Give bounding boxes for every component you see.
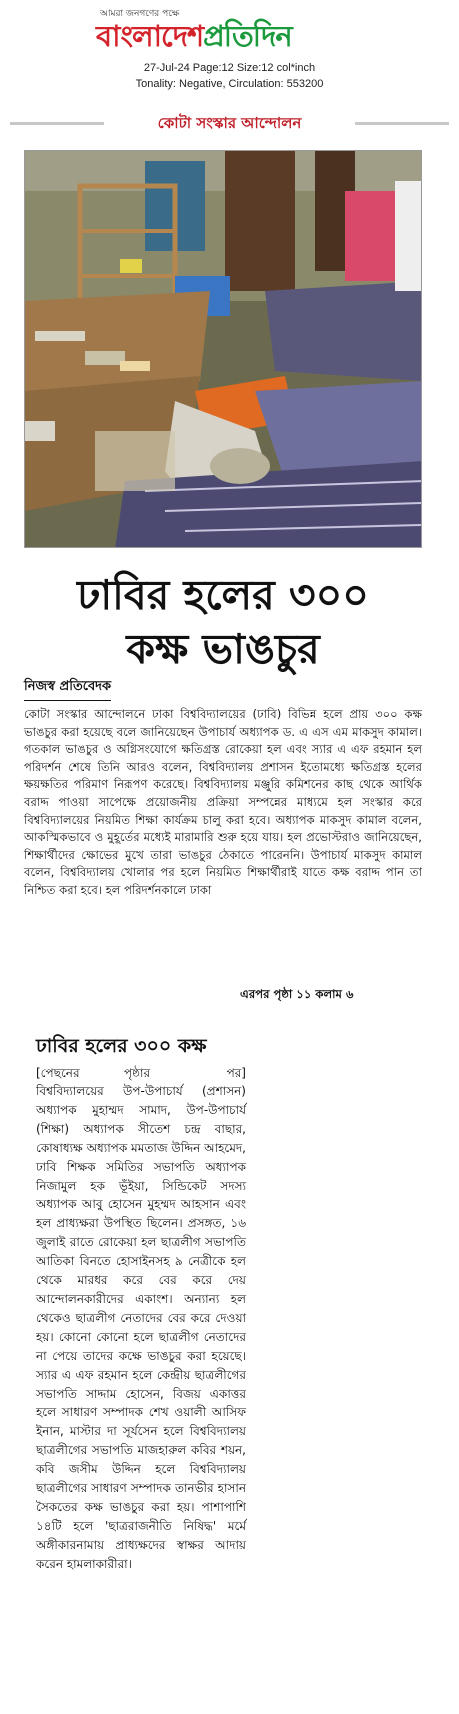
continuation-tag-open: [পেছনের — [36, 1066, 80, 1080]
continuation-body-text: বিশ্ববিদ্যালয়ের উপ-উপাচার্য (প্রশাসন) অধ্যাপক মুহাম্মদ সামাদ, উপ-উপাচার্য (শিক্ষা) অধ্যাপক সীতেশ চন্দ্র বাছার, কোষাধ্যক্ষ অধ্যাপক মমতাজ উদ্দিন আহমেদ, ঢাবি শিক্ষক সমিতির সভাপতি অধ্যাপক নিজামুল হক ভূঁইয়া, সিন্ডিকেট সদস্য অধ্যাপক আবু হোসেন মুহম্মদ আহসান এবং হল প্রাধ্যক্ষরা উপস্থিত ছিলেন। প্রসঙ্গত, ১৬ জুলাই রাতে রোকেয়া হল ছাত্রলীগ সভাপতি আতিকা বিনতে হোসাইনসহ ৯ নেত্রীকে হল থেকে মারধর করে বের করে দেয় আন্দোলনকারীদের একাংশ। অন্যান্য হল থেকেও ছাত্রলীগ নেতাদের বের করে দেওয়া হয়। কোনো কোনো হলে ছাত্রলীগ নেতাদের না পেয়ে তাদের কক্ষে ভাঙচুর করা হয়েছে। স্যার এ এফ রহমান হলে কেন্দ্রীয় ছাত্রলীগের সভাপতি সাদ্দাম হোসেন, বিজয় একাত্তর হলে সাধারণ সম্পাদক শেখ ওয়ালী আসিফ ইনান, মাস্টার দা সূর্যসেন হলে বিশ্ববিদ্যালয় ছাত্রলীগের সভাপতি মাজহারুল কবির শয়ন, কবি জসীম উদ্দিন হলে বিশ্ববিদ্যালয় ছাত্রলীগের সাধারণ সম্পাদক তানভীর হাসান সৈকতের কক্ষ ভাঙচুর করা হয়। পাশাপাশি ১৪টি হলে 'ছাত্ররাজনীতি নিষিদ্ধ' মর্মে অঙ্গীকারনামায় প্রাধ্যক্ষদের স্বাক্ষর আদায় করেন হামলাকারীরা। — [36, 1084, 246, 1571]
article-headline — [24, 568, 422, 676]
continuation-tag-mid: পৃষ্ঠার — [124, 1066, 151, 1080]
headline-line-1: ঢাবির হলের ৩০০ — [77, 571, 369, 619]
section-label: কোটা সংস্কার আন্দোলন — [157, 114, 302, 132]
byline: নিজস্ব প্রতিবেদক — [24, 677, 111, 701]
dorm-room-photo-illustration — [25, 151, 422, 548]
clipping-meta-tonality: Tonality: Negative, Circulation: 553200 — [135, 78, 324, 90]
section-rule-right — [355, 122, 449, 125]
section-rule-left — [10, 122, 104, 125]
newspaper-logo — [96, 14, 292, 63]
masthead-tagline: আমরা জনগণের পক্ষে — [100, 9, 180, 19]
continuation-heading: ঢাবির হলের ৩০০ কক্ষ — [36, 1035, 207, 1057]
continued-on-note: এরপর পৃষ্ঠা ১১ কলাম ৬ — [240, 987, 354, 1001]
article-lead-text: কোটা সংস্কার আন্দোলনে ঢাকা বিশ্ববিদ্যালয়ের (ঢাবি) বিভিন্ন হলে প্রায় ৩০০ কক্ষ ভাঙচুর করা হয়েছে বলে জানিয়েছেন উপাচার্য অধ্যাপক ড. এ এস এম মাকসুদ কামাল। গতকাল ভাঙচুর ও অগ্নিসংযোগে ক্ষতিগ্রস্ত রোকেয়া হল এবং স্যার এ এফ রহমান হল পরিদর্শন শেষে তিনি আরও বলেন, বিশ্ববিদ্যালয় প্রশাসন ইতোমধ্যে ক্ষতিগ্রস্ত হলের ক্ষয়ক্ষতির পরিমাণ নিরূপণ করেছে। বিশ্ববিদ্যালয় মঞ্জুরি কমিশনের কাছ থেকে আর্থিক বরাদ্দ পাওয়া সাপেক্ষে প্রয়োজনীয় প্রক্রিয়া সম্পন্নের মাধ্যমে হল সংস্কার করে বিশ্ববিদ্যালয়ের নিয়মিত শিক্ষা কার্যক্রম চালু করা হবে। অধ্যাপক মাকসুদ কামাল বলেন, আকস্মিকভাবে ও মুহূর্তের মধ্যেই মারামারি শুরু হয়ে যায়। হল প্রভোস্টরাও জানিয়েছেন, শিক্ষার্থীদের ক্ষোভের মুখে তারা ভাঙচুর ঠেকাতে পারেননি। উপাচার্য মাকসুদ কামাল বলেন, বিশ্ববিদ্যালয় খোলার পর হলে নিয়মিত শিক্ষার্থীরাই যাতে কক্ষ বরাদ্দ পান তা নিশ্চিত করা হবে। হল পরিদর্শনকালে ঢাকা — [24, 707, 422, 897]
continuation-tag-close: পর] — [226, 1066, 246, 1080]
section-banner — [10, 112, 449, 134]
logo-part-green: প্রতিদিন — [203, 19, 292, 53]
masthead — [0, 0, 459, 112]
headline-line-2: কক্ষ ভাঙচুর — [126, 625, 320, 673]
clipping-meta-date-page: 27-Jul-24 Page:12 Size:12 col*inch — [143, 62, 316, 74]
logo-part-red: বাংলাদেশ — [96, 19, 204, 53]
article-photo — [24, 150, 422, 548]
